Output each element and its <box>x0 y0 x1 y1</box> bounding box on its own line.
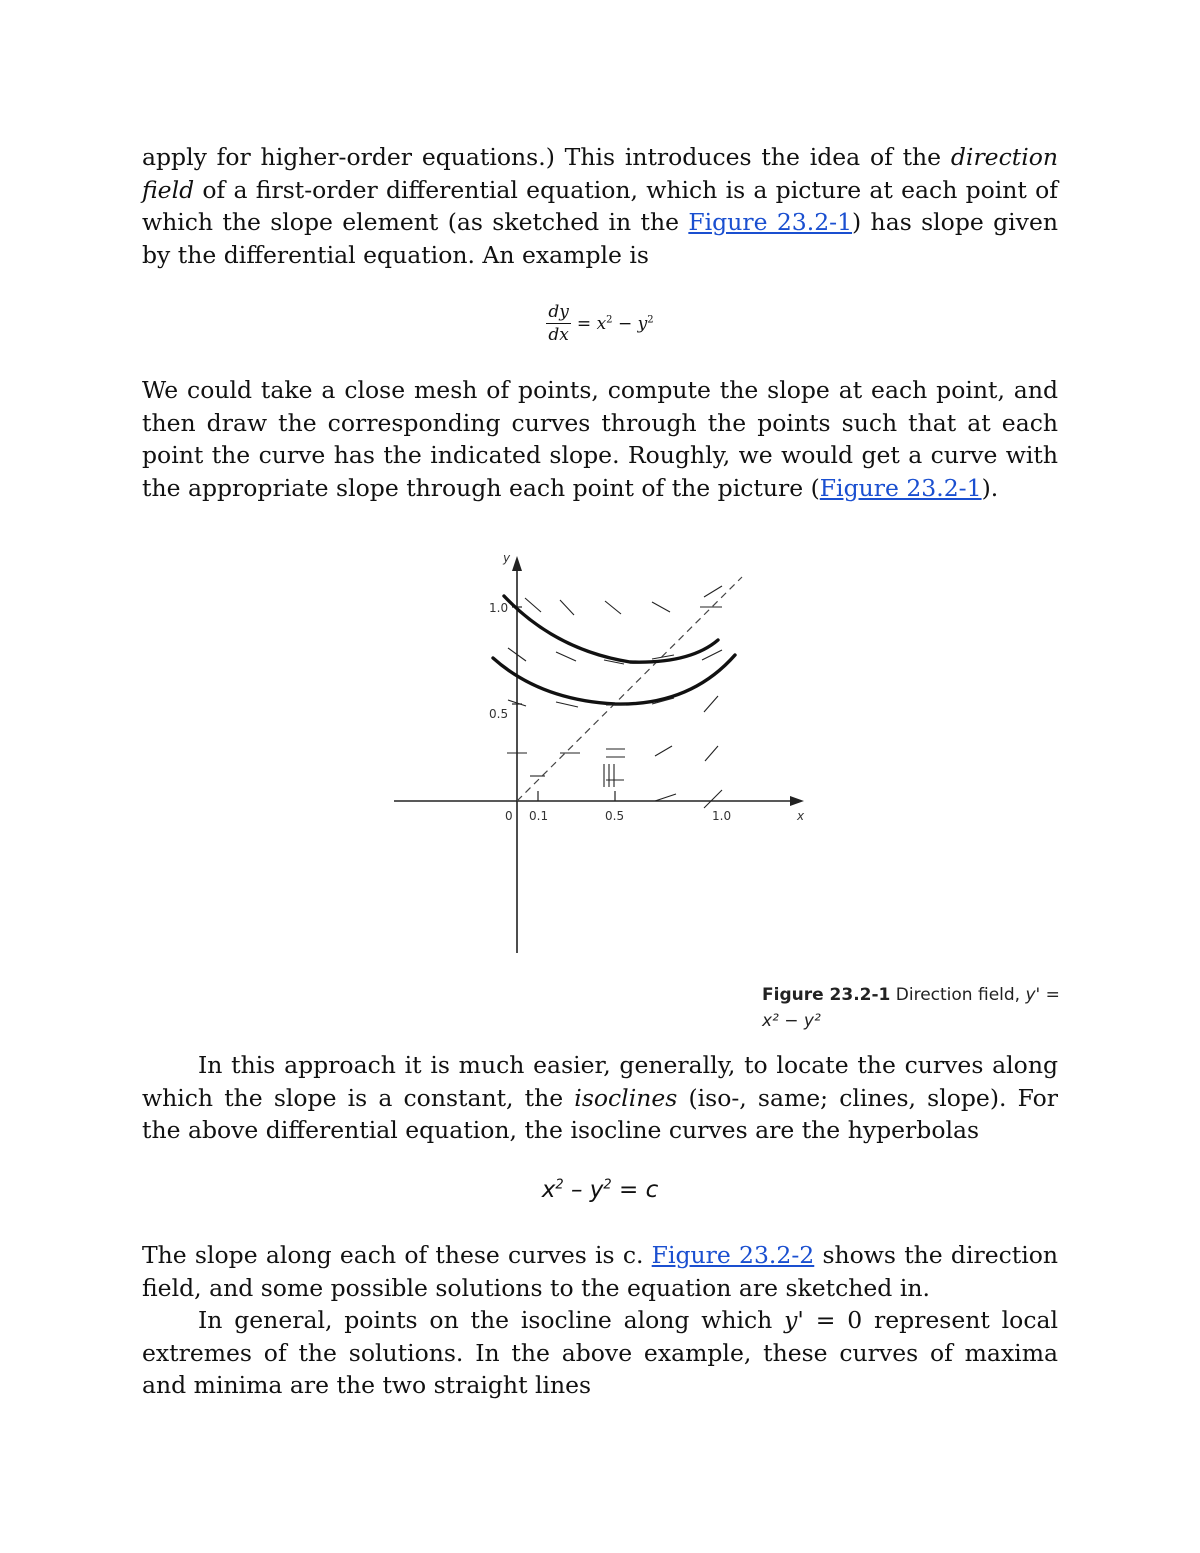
slope-element <box>652 602 670 612</box>
equation-2-x: x <box>541 1177 556 1203</box>
equation-2-y: – y <box>563 1177 604 1203</box>
x-axis-arrow-icon <box>790 796 804 806</box>
figure-23-2-2-link[interactable]: Figure 23.2-2 <box>651 1241 815 1269</box>
isocline-y-equals-x <box>517 577 742 801</box>
origin-label: 0 <box>505 809 513 823</box>
figure-caption <box>762 982 1062 1034</box>
equation-1-rhs-x: = x <box>576 313 607 334</box>
caption-expression: y' = x² − y² <box>762 985 1060 1031</box>
para1-italic: direction field <box>142 143 1058 204</box>
paragraph-1-body <box>142 141 1058 271</box>
equation-1-exp-1: 2 <box>606 313 613 325</box>
equation-1-denominator: dx <box>548 325 569 345</box>
equation-1-exp-2: 2 <box>647 313 654 325</box>
y-axis-arrow-icon <box>512 556 522 571</box>
slope-element <box>605 601 621 614</box>
para5-text-a: In general, points on the isocline along which <box>198 1306 785 1334</box>
equation-2 <box>0 1177 1200 1203</box>
figure-23-2-1-link-2[interactable]: Figure 23.2-1 <box>819 473 982 502</box>
para1-text-b: of a first-order differential equation, which is a picture at each point of which the slope element (as sketched in the <box>142 175 1058 237</box>
slope-element <box>705 746 718 761</box>
para1-text-c: ) has slope given by the differential equation. An example is <box>142 208 1058 269</box>
direction-field-figure <box>380 540 820 960</box>
paragraph-4 <box>142 1239 1058 1304</box>
slope-element <box>525 598 541 612</box>
y-tick-label-1-0: 1.0 <box>489 601 509 615</box>
slope-element <box>704 790 722 808</box>
slope-element <box>556 702 578 707</box>
para2-text-a: We could take a close mesh of points, compute the slope at each point, and then draw the corresponding curves through the points such that at each point the curve has the indicated slope. Roughly, we would get a curve with the appropriate slope through each point of the picture ( <box>142 376 1058 502</box>
y-tick-label-0-5: 0.5 <box>489 707 509 721</box>
paragraph-5 <box>142 1304 1058 1402</box>
para5-text-b: = 0 represent local extremes of the solutions. In the above example, these curves of maxima and minima are the two straight lines <box>142 1306 1059 1400</box>
x-tick-label-1-0: 1.0 <box>712 809 732 823</box>
equation-1-rhs-y: − y <box>612 313 648 334</box>
equation-1-rhs <box>577 314 654 334</box>
y-axis-label: y <box>503 551 511 565</box>
x-tick-label-0-1: 0.1 <box>529 809 549 823</box>
equation-1 <box>0 302 1200 345</box>
para3-text-b: (iso-, same; clines, slope). For the above differential equation, the isocline curves are the hyperbolas <box>142 1083 1058 1145</box>
slope-element <box>655 746 672 756</box>
equation-1-fraction <box>546 302 571 345</box>
slope-element <box>704 586 722 597</box>
x-tick-label-0-5: 0.5 <box>605 809 625 823</box>
figure-23-2-1-link[interactable]: Figure 23.2-1 <box>688 208 853 237</box>
paragraph-1 <box>142 141 1058 271</box>
para4-text-a: The slope along each of these curves is c. <box>142 1241 652 1269</box>
paragraph-3 <box>142 1049 1058 1147</box>
slope-element <box>655 794 676 801</box>
slope-element <box>556 652 576 661</box>
para2-text-b: ). <box>981 473 999 502</box>
para5-italic: y' <box>784 1306 804 1334</box>
para3-text-a: In this approach it is much easier, generally, to locate the curves along which the slope is a constant, the <box>142 1051 1058 1112</box>
slope-element <box>704 696 718 712</box>
slope-element <box>702 650 722 660</box>
slope-elements <box>507 586 722 808</box>
para4-text-b: shows the direction field, and some possible solutions to the equation are sketched in. <box>142 1241 1058 1302</box>
caption-figure-number: Figure 23.2-1 <box>762 985 891 1005</box>
slope-element <box>560 600 574 615</box>
equation-2-exp-2: 2 <box>603 1177 612 1193</box>
para3-italic: isoclines <box>574 1083 678 1112</box>
para1-text-a: apply for higher-order equations.) This introduces the idea of the <box>142 143 951 171</box>
equation-1-numerator: dy <box>548 302 569 322</box>
x-axis-label: x <box>797 809 805 823</box>
equation-2-exp-1: 2 <box>555 1177 564 1193</box>
equation-2-c: = c <box>611 1177 659 1203</box>
caption-text: Direction field, <box>890 985 1026 1005</box>
paragraph-2 <box>142 374 1058 504</box>
